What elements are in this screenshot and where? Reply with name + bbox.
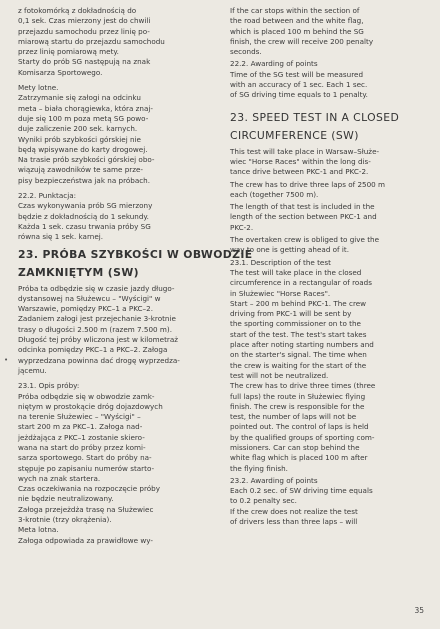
text-line: przejazdu samochodu przez linię po- — [18, 26, 150, 36]
text-line: 23.1. Opis próby: — [18, 381, 80, 391]
text-line: Zatrzymanie się załogi na odcinku — [18, 93, 141, 103]
text-line: way to one is getting ahead of it. — [230, 245, 349, 255]
text-line: wana na start do próby przez komi- — [18, 442, 146, 452]
text-line: This test will take place in Warsaw–Służe- — [230, 146, 380, 156]
text-line: jącemu. — [18, 365, 47, 375]
text-line: wiec "Horse Races" within the long dis- — [230, 156, 371, 166]
text-line: pisy bezpieczeństwa jak na próbach. — [18, 175, 151, 185]
text-line: The test will take place in the closed — [230, 267, 362, 277]
text-line: tance drive between PKC-1 and PKC-2. — [230, 167, 369, 177]
text-line: 3-krotnie (trzy okrążenia). — [18, 515, 112, 525]
text-line: driving from PKC-1 will be sent by — [230, 309, 352, 319]
text-line: będzie z dokładnością do 1 sekundy. — [18, 211, 149, 221]
text-line: duje się 100 m poza metą SG powo- — [18, 113, 149, 123]
text-line: seconds. — [230, 47, 262, 57]
text-line: length of the section between PKC-1 and — [230, 212, 377, 222]
text-line: test, the number of laps will not be — [230, 412, 357, 422]
text-line: full laps) the route in Służewiec flying — [230, 391, 366, 401]
text-line: on the starter's signal. The time when — [230, 350, 367, 360]
text-line: odcinka pomiędzy PKC–1 a PKC–2. Załoga — [18, 345, 168, 355]
text-line: Start – 200 m behind PKC-1. The crew — [230, 298, 367, 308]
text-line: the crew is waiting for the start of the — [230, 360, 367, 370]
text-line: the road between and the white flag, — [230, 16, 364, 26]
text-line: If the crew does not realize the test — [230, 506, 358, 516]
text-line: of drivers less than three laps – will — [230, 517, 358, 527]
section-heading: 23. PRÓBA SZYBKOŚCI W OBWODZIE — [18, 247, 253, 261]
text-line: 23.2. Awarding of points — [230, 475, 318, 485]
text-line: in Służewiec "Horse Races". — [230, 288, 331, 298]
text-line: Komisarza Sportowego. — [18, 67, 103, 77]
text-line: The overtaken crew is obliged to give the — [230, 235, 380, 245]
text-line: Załoga przejeżdża trasę na Służewiec — [18, 504, 154, 514]
text-line: circumference in a rectangular of roads — [230, 278, 372, 288]
text-line: 23.1. Description of the test — [230, 257, 331, 267]
text-line: which is placed 100 m behind the SG — [230, 26, 364, 36]
text-line: test will not be neutralized. — [230, 370, 329, 380]
text-line: Próba ta odbędzie się w czasie jazdy długo- — [18, 283, 175, 293]
text-line: Meta lotna. — [18, 525, 59, 535]
text-line: missioners. Car can stop behind the — [230, 442, 360, 452]
text-line: 22.2. Awarding of points — [230, 59, 318, 69]
text-line: Czas oczekiwania na rozpoczęcie próby — [18, 484, 160, 494]
text-line: Mety lotne. — [18, 83, 59, 93]
text-line: PKC-2. — [230, 222, 254, 232]
text-line: meta – biała chorągiewka, która znaj- — [18, 103, 153, 113]
text-line: duje zaliczenie 200 sek. karnych. — [18, 124, 138, 134]
text-line: The crew has to drive three times (three — [230, 381, 376, 391]
text-line: Warszawie, pomiędzy PKC–1 a PKC–2. — [18, 304, 153, 314]
text-line: na terenie Służewiec – "Wyścigi" – — [18, 412, 141, 422]
text-line: Starty do prób SG następują na znak — [18, 57, 151, 67]
text-line: Długość tej próby wliczona jest w kilometraż — [18, 335, 179, 345]
text-line: Wyniki prób szybkości górskiej nie — [18, 134, 141, 144]
text-line: wyprzedzana powinna dać drogę wyprzedza- — [18, 355, 180, 365]
text-line: finish. The crew is responsible for the — [230, 401, 365, 411]
text-line: finish, the crew will receive 200 penalty — [230, 36, 374, 46]
text-line: start 200 m za PKC–1. Załoga nad- — [18, 422, 143, 432]
text-line: Each 0.2 sec. of SW driving time equals — [230, 486, 373, 496]
text-line: Time of the SG test will be measured — [230, 69, 364, 79]
text-line: Załoga odpowiada za prawidłowe wy- — [18, 535, 153, 545]
text-line: 0,1 sek. Czas mierzony jest do chwili — [18, 16, 151, 26]
text-line: niętym w prostokącie dróg dojazdowych — [18, 401, 163, 411]
page-number: 35 — [414, 606, 424, 615]
text-line: by the qualified groups of sporting com- — [230, 432, 375, 442]
text-line: with an accuracy of 1 sec. Each 1 sec. — [230, 80, 368, 90]
text-line: each (together 7500 m). — [230, 189, 319, 199]
text-line: 22.2. Punktacja: — [18, 191, 77, 201]
paragraph-gap — [230, 101, 422, 106]
text-line: Próba odbędzie się w obwodzie zamk- — [18, 391, 155, 401]
margin-bullet-mark: • — [4, 356, 9, 364]
text-line: place after noting starting numbers and — [230, 340, 374, 350]
text-line: Czas wykonywania prób SG mierzony — [18, 201, 153, 211]
text-line: wych na znak startera. — [18, 473, 101, 483]
section-heading: 23. SPEED TEST IN A CLOSED — [230, 110, 400, 124]
text-line: pointed out. The control of laps is held — [230, 422, 369, 432]
text-line: równa się 1 sek. karnej. — [18, 232, 104, 242]
text-line: start of the test. The test's start takes — [230, 329, 367, 339]
text-line: trasy o długości 2.500 m (razem 7.500 m). — [18, 324, 172, 334]
text-line: Zadaniem załogi jest przejechanie 3-krotnie — [18, 314, 176, 324]
text-line: będą wpisywane do karty drogowej. — [18, 144, 148, 154]
text-line: Każda 1 sek. czasu trwania próby SG — [18, 221, 151, 231]
text-line: the flying finish. — [230, 463, 288, 473]
text-line: dystansowej na Służewcu – "Wyścigi" w — [18, 293, 161, 303]
text-line: to 0.2 penalty sec. — [230, 496, 297, 506]
text-line: white flag which is placed 100 m after — [230, 453, 368, 463]
text-line: jeżdżająca z PKC–1 zostanie skiero- — [18, 432, 145, 442]
text-line: the sporting commissioner on to the — [230, 319, 361, 329]
text-line: Na trasie prób szybkości górskiej obo- — [18, 155, 155, 165]
text-line: nie będzie neutralizowany. — [18, 494, 114, 504]
text-line: miarową startu do przejazdu samochodu — [18, 36, 165, 46]
text-line: If the car stops within the section of — [230, 6, 360, 15]
text-line: przez linię pomiarową mety. — [18, 47, 119, 57]
text-line: The crew has to drive three laps of 2500 m — [230, 179, 386, 189]
text-line: z fotokomórką z dokładnością do — [18, 6, 137, 15]
text-line: wiązują zawodników te same prze- — [18, 165, 144, 175]
section-heading: ZAMKNIĘTYM (SW) — [18, 266, 139, 280]
text-line: sarza sportowego. Start do próby na- — [18, 453, 152, 463]
text-line: stępuje po zapisaniu numerów starto- — [18, 463, 155, 473]
right-column-english — [230, 6, 422, 527]
text-line: of SG driving time equals to 1 penalty. — [230, 90, 368, 100]
text-line: The length of that test is included in the — [230, 202, 375, 212]
section-heading: CIRCUMFERENCE (SW) — [230, 129, 359, 143]
